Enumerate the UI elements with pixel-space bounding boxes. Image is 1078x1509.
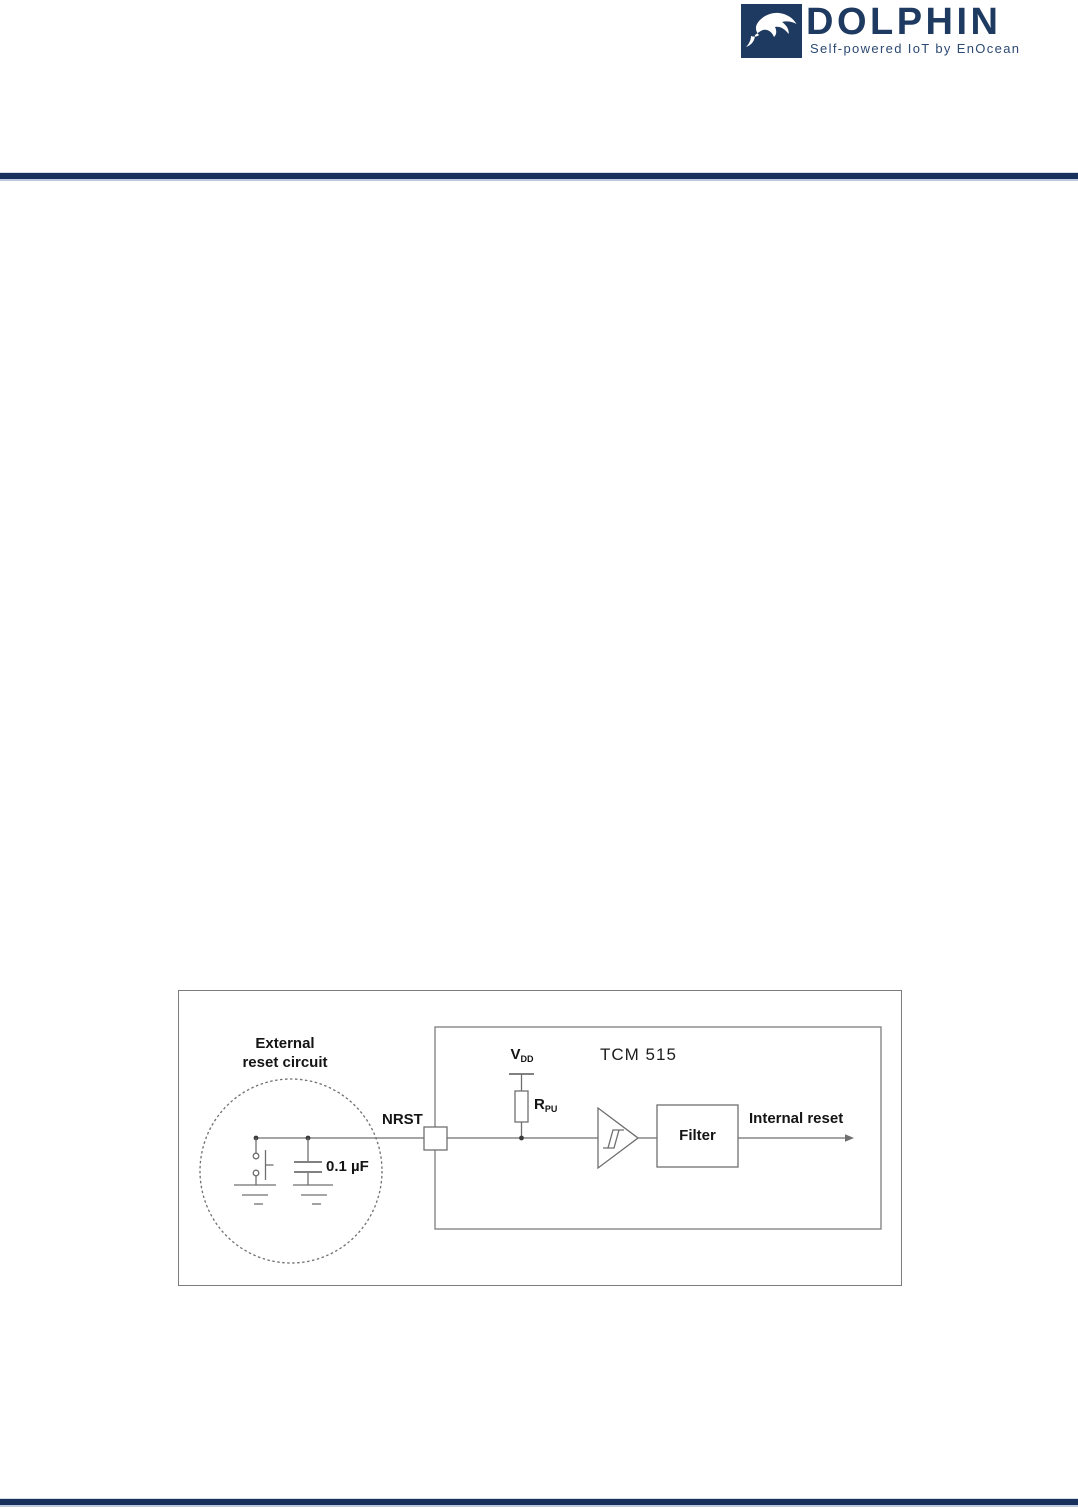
external-label-line1: External bbox=[255, 1035, 315, 1052]
dolphin-icon-svg bbox=[741, 4, 802, 58]
nrst-pin-label: NRST bbox=[382, 1111, 423, 1128]
vdd-rail bbox=[509, 1074, 534, 1091]
capacitor bbox=[294, 1138, 322, 1185]
ground-icon bbox=[293, 1185, 333, 1204]
footer-rule bbox=[0, 1498, 1078, 1507]
rpu-label bbox=[534, 1096, 557, 1115]
brand-tagline: Self-powered IoT by EnOcean bbox=[810, 41, 1021, 56]
brand-name: DOLPHIN bbox=[806, 1, 1002, 43]
arrowhead-icon bbox=[845, 1134, 854, 1142]
rpu-label-sub: PU bbox=[544, 1104, 558, 1114]
rpu-label-main: R bbox=[534, 1096, 545, 1113]
push-button bbox=[253, 1138, 273, 1185]
vdd-label-sub: DD bbox=[520, 1054, 534, 1064]
ground-icon bbox=[234, 1185, 276, 1204]
external-label-line2: reset circuit bbox=[242, 1053, 328, 1071]
internal-reset-label: Internal reset bbox=[749, 1110, 844, 1127]
dolphin-icon bbox=[741, 4, 802, 58]
chip-name-label: TCM 515 bbox=[600, 1045, 677, 1064]
header-rule bbox=[0, 172, 1078, 181]
filter-label: Filter bbox=[679, 1126, 716, 1144]
external-reset-circuit-label bbox=[205, 1035, 365, 1073]
pullup-resistor bbox=[515, 1091, 528, 1138]
reset-circuit-figure bbox=[178, 990, 902, 1286]
capacitor-value-label: 0.1 µF bbox=[326, 1158, 369, 1175]
vdd-label bbox=[499, 1046, 545, 1065]
nrst-pin-box bbox=[424, 1127, 447, 1150]
vdd-label-main: V bbox=[510, 1046, 521, 1063]
schmitt-trigger-icon bbox=[598, 1108, 638, 1168]
